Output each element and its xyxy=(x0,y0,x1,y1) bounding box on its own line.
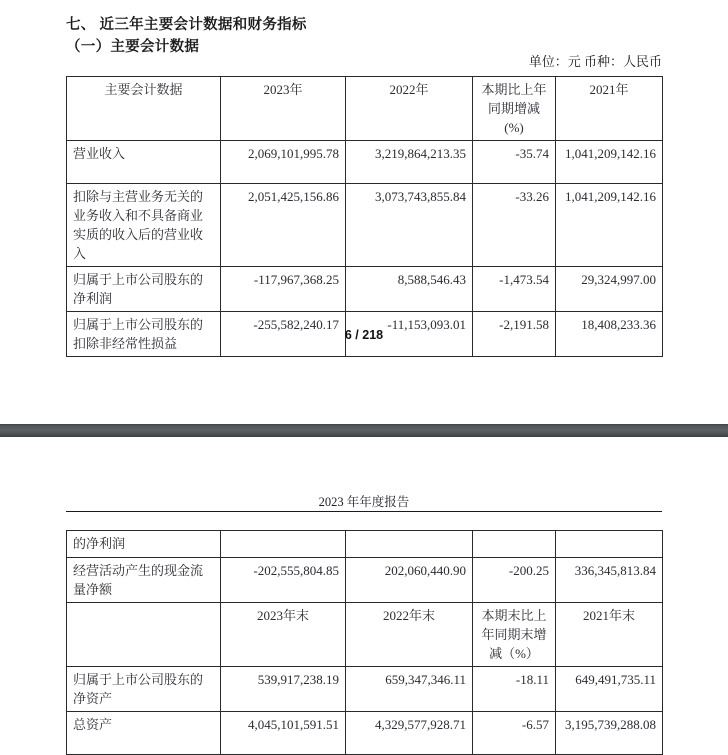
row-value-change: -18.11 xyxy=(473,667,556,712)
row-value-2022: 659,347,346.11 xyxy=(346,667,473,712)
table-header-row xyxy=(67,77,663,141)
table-row-continuation xyxy=(67,531,663,558)
header-cell-2022: 2022年 xyxy=(346,77,473,141)
header-rule-divider xyxy=(66,511,662,512)
row-label: 归属于上市公司股东的扣除非经常性损益 xyxy=(67,312,221,357)
row-value-2023: -202,555,804.85 xyxy=(221,558,346,603)
row-value-2021: 1,041,209,142.16 xyxy=(556,184,663,267)
header-cell-change: 本期末比上年同期末增减（%） xyxy=(473,603,556,667)
table-row xyxy=(67,184,663,267)
row-label: 归属于上市公司股东的净资产 xyxy=(67,667,221,712)
row-value-2022: 3,219,864,213.35 xyxy=(346,141,473,184)
row-label: 总资产 xyxy=(67,712,221,755)
row-value-2022: 4,329,577,928.71 xyxy=(346,712,473,755)
row-value-2022: -11,153,093.01 xyxy=(346,312,473,357)
section-heading: 七、 近三年主要会计数据和财务指标 xyxy=(66,17,307,33)
row-value-change: -35.74 xyxy=(473,141,556,184)
row-value-2023: -117,967,368.25 xyxy=(221,267,346,312)
header-cell-2023: 2023年 xyxy=(221,77,346,141)
running-header: 2023 年年度报告 xyxy=(318,495,410,509)
row-value-2021: 336,345,813.84 xyxy=(556,558,663,603)
row-value-2021: 3,195,739,288.08 xyxy=(556,712,663,755)
row-value-2022: 3,073,743,855.84 xyxy=(346,184,473,267)
row-value-2022: 202,060,440.90 xyxy=(346,558,473,603)
row-value-change: -33.26 xyxy=(473,184,556,267)
header-cell-label: 主要会计数据 xyxy=(67,77,221,141)
header-cell-2021: 2021年 xyxy=(556,77,663,141)
row-value-2023: 539,917,238.19 xyxy=(221,667,346,712)
page-separator-bar xyxy=(0,424,728,437)
page-number: 6 / 218 xyxy=(344,328,384,342)
row-value-2022 xyxy=(346,531,473,558)
header-cell-2021: 2021年末 xyxy=(556,603,663,667)
table-row xyxy=(67,267,663,312)
row-value-change: -1,473.54 xyxy=(473,267,556,312)
row-value-2021: 29,324,997.00 xyxy=(556,267,663,312)
main-accounting-data-table xyxy=(66,76,663,357)
row-value-2021: 18,408,233.36 xyxy=(556,312,663,357)
row-value-2022: 8,588,546.43 xyxy=(346,267,473,312)
row-value-2021: 649,491,735.11 xyxy=(556,667,663,712)
row-value-change: -2,191.58 xyxy=(473,312,556,357)
balance-sheet-data-table xyxy=(66,530,663,755)
row-value-2023: -255,582,240.17 xyxy=(221,312,346,357)
row-value-change xyxy=(473,531,556,558)
table-header-row xyxy=(67,603,663,667)
table-row xyxy=(67,558,663,603)
row-value-change: -6.57 xyxy=(473,712,556,755)
row-value-2021: 1,041,209,142.16 xyxy=(556,141,663,184)
row-label: 经营活动产生的现金流量净额 xyxy=(67,558,221,603)
row-label: 扣除与主营业务无关的业务收入和不具备商业实质的收入后的营业收入 xyxy=(67,184,221,267)
row-value-2023: 4,045,101,591.51 xyxy=(221,712,346,755)
unit-currency-note: 单位：元 币种：人民币 xyxy=(528,54,662,69)
table-row xyxy=(67,712,663,755)
row-value-2023 xyxy=(221,531,346,558)
header-cell-2023: 2023年末 xyxy=(221,603,346,667)
table-row xyxy=(67,667,663,712)
header-cell-2022: 2022年末 xyxy=(346,603,473,667)
header-cell-label xyxy=(67,603,221,667)
row-value-change: -200.25 xyxy=(473,558,556,603)
row-label: 营业收入 xyxy=(67,141,221,184)
row-value-2023: 2,069,101,995.78 xyxy=(221,141,346,184)
header-cell-change: 本期比上年同期增减(%) xyxy=(473,77,556,141)
row-value-2021 xyxy=(556,531,663,558)
table-row xyxy=(67,141,663,184)
row-label: 归属于上市公司股东的净利润 xyxy=(67,267,221,312)
row-value-2023: 2,051,425,156.86 xyxy=(221,184,346,267)
row-label: 的净利润 xyxy=(67,531,221,558)
section-subheading: （一）主要会计数据 xyxy=(66,39,200,55)
